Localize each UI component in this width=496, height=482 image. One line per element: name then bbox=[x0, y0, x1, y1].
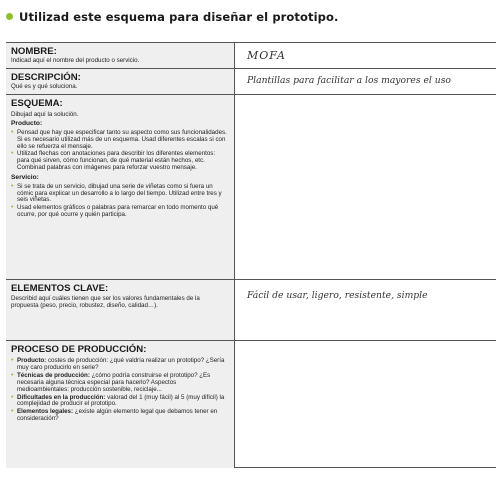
proceso-text: valorad del 1 (muy fácil) al 5 (muy difícil) la complejidad de producir el prototipo. bbox=[17, 393, 225, 408]
list-item bbox=[11, 358, 229, 372]
list-item: • Pensad que hay que especificar tanto su aspecto como sus funcionalidades. Si es necesario utilizad más de un esquema. Usad diferentes escalas si con ello se refuerza el mensaje. bbox=[11, 130, 229, 151]
descripcion-answer-cell[interactable] bbox=[235, 69, 496, 94]
page-heading bbox=[6, 10, 338, 24]
nombre-desc: Indicad aquí el nombre del producto o servicio. bbox=[11, 57, 140, 64]
servicio-list bbox=[11, 184, 229, 220]
producto-list bbox=[11, 130, 229, 172]
nombre-answer: MOFA bbox=[247, 49, 286, 62]
nombre-label: NOMBRE: bbox=[11, 46, 57, 57]
proceso-term: Dificultades en la producción: bbox=[17, 393, 106, 401]
row-elementos-clave bbox=[6, 280, 496, 340]
descripcion-label: DESCRIPCIÓN: bbox=[11, 72, 81, 83]
servicio-subtitle: Servicio: bbox=[11, 174, 39, 182]
proceso-text: ¿existe algún elemento legal que debamos tener en consideración? bbox=[17, 408, 218, 423]
proceso-term: Producto: bbox=[17, 357, 47, 364]
esquema-label: ESQUEMA: bbox=[11, 98, 63, 109]
proceso-label: PROCESO DE PRODUCCIÓN: bbox=[11, 344, 147, 355]
elementos-label-cell bbox=[6, 280, 235, 340]
descripcion-answer: Plantillas para facilitar a los mayores el uso bbox=[247, 75, 451, 86]
nombre-label-cell bbox=[6, 43, 235, 68]
list-item: • Usad elementos gráficos o palabras para remarcar en todo momento qué ocurre, por qué ocurre y quién participa. bbox=[11, 205, 229, 219]
proceso-text: ¿cómo podría construirse el prototipo? ¿Es necesaria alguna técnica especial para hacerlo? Aspectos medioambientales: producción sostenible, reciclaje... bbox=[17, 371, 211, 393]
proceso-answer-cell[interactable] bbox=[235, 341, 496, 468]
list-item bbox=[11, 395, 229, 409]
row-nombre bbox=[6, 43, 496, 68]
row-proceso-produccion bbox=[6, 341, 496, 468]
proceso-label-cell bbox=[6, 341, 235, 468]
list-item: • Utilizad flechas con anotaciones para describir los diferentes elementos: para qué sirven, cómo funcionan, de qué material están hechos, etc. Combinad palabras con imágenes para reforzar vuestro mensaje. bbox=[11, 151, 229, 172]
bullet-dot-icon bbox=[6, 13, 13, 20]
list-item: • Si se trata de un servicio, dibujad una serie de viñetas como si fuera un cómic para explicar un desarrollo a lo largo del tiempo. Utilizad entre tres y seis viñetas. bbox=[11, 184, 229, 205]
prototype-schema-form bbox=[6, 42, 496, 468]
row-descripcion bbox=[6, 69, 496, 94]
proceso-term: Técnicas de producción: bbox=[17, 371, 90, 379]
esquema-label-cell bbox=[6, 95, 235, 279]
proceso-list bbox=[11, 358, 229, 423]
proceso-text: costes de producción: ¿qué valdría realizar un prototipo? ¿Sería muy caro producirlo en serie? bbox=[17, 357, 225, 371]
row-esquema bbox=[6, 95, 496, 279]
elementos-answer-cell[interactable] bbox=[235, 280, 496, 340]
descripcion-label-cell bbox=[6, 69, 235, 94]
nombre-answer-cell[interactable] bbox=[235, 43, 496, 68]
producto-subtitle: Producto: bbox=[11, 120, 43, 128]
elementos-answer: Fácil de usar, ligero, resistente, simple bbox=[247, 290, 428, 301]
proceso-term: Elementos legales: bbox=[17, 408, 74, 416]
descripcion-desc: Qué es y qué soluciona. bbox=[11, 83, 78, 90]
list-item bbox=[11, 373, 229, 394]
esquema-desc: Dibujad aquí la solución. bbox=[11, 111, 79, 118]
elementos-desc: Describid aquí cuáles tienen que ser los valores fundamentales de la propuesta (peso, precio, robustez, diseño, calidad…). bbox=[11, 295, 200, 310]
heading-text: Utilizad este esquema para diseñar el prototipo. bbox=[19, 10, 339, 24]
elementos-label: ELEMENTOS CLAVE: bbox=[11, 283, 109, 294]
esquema-drawing-area[interactable] bbox=[235, 95, 496, 279]
list-item bbox=[11, 409, 229, 423]
